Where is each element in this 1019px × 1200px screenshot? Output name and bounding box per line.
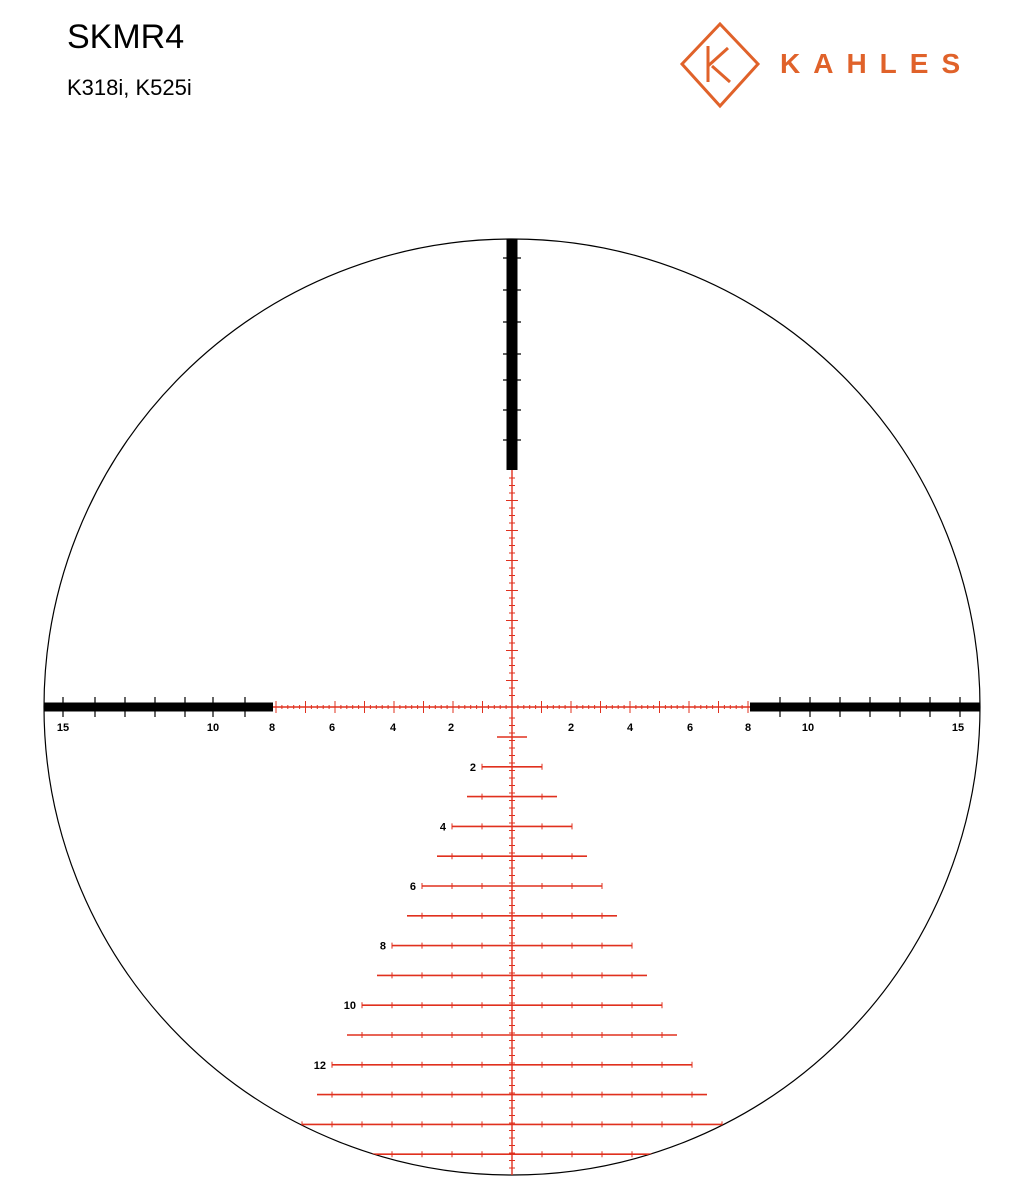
- h-label-right: 10: [801, 722, 815, 734]
- h-label-left: 10: [206, 722, 220, 734]
- brand-name: KAHLES: [780, 48, 974, 79]
- h-label-left: 8: [268, 722, 276, 734]
- tree-label: 6: [409, 881, 416, 893]
- tree-label: 10: [343, 1000, 356, 1013]
- h-label-left: 6: [328, 722, 336, 734]
- tree-label: 2: [469, 761, 476, 774]
- tree-label: 4: [439, 821, 446, 834]
- page-title: SKMR4: [67, 18, 185, 56]
- h-label-left: 15: [56, 722, 70, 734]
- tree-label: 12: [313, 1059, 326, 1072]
- h-label-right: 15: [951, 722, 965, 734]
- h-label-right: 8: [744, 722, 752, 734]
- h-label-right: 4: [626, 722, 634, 734]
- tree-label: 8: [379, 940, 386, 953]
- h-label-right: 6: [686, 722, 694, 734]
- h-label-right: 2: [567, 722, 575, 734]
- h-label-left: 2: [447, 722, 455, 734]
- h-label-left: 4: [389, 722, 397, 734]
- page-subtitle: K318i, K525i: [67, 75, 192, 100]
